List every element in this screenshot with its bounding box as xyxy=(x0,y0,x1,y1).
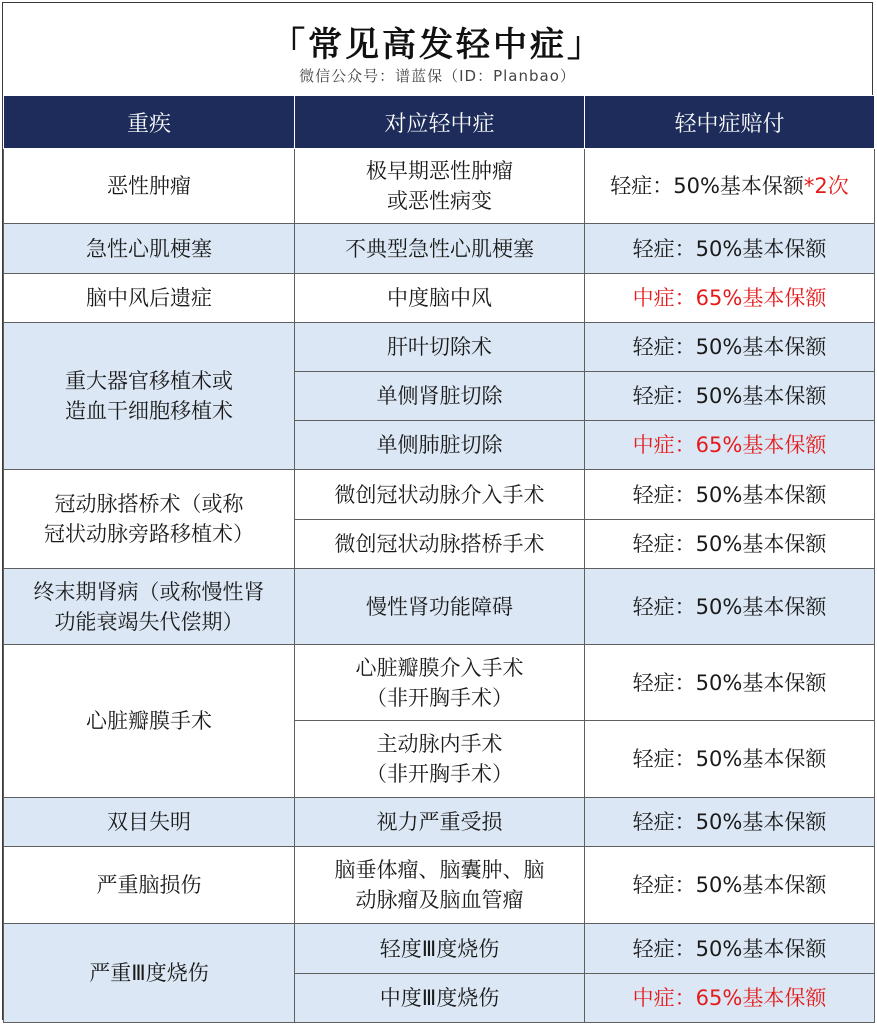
mild-cell: 不典型急性心肌梗塞 xyxy=(295,224,585,274)
disease-text: 功能衰竭失代偿期） xyxy=(54,609,244,634)
payout-cell: 轻症：50%基本保额 xyxy=(585,224,875,274)
mild-text: 心脏瓣膜介入手术 xyxy=(355,655,524,680)
mild-text: 极早期恶性肿瘤 xyxy=(366,159,513,183)
mild-cell: 单侧肾脏切除 xyxy=(295,372,585,421)
mild-cell: 微创冠状动脉介入手术 xyxy=(295,470,585,520)
mild-text: （非开胸手术） xyxy=(366,685,513,710)
mild-cell xyxy=(295,847,585,924)
mild-cell: 慢性肾功能障碍 xyxy=(295,569,585,645)
disease-cell: 心脏瓣膜手术 xyxy=(4,645,295,798)
table-row xyxy=(4,149,875,224)
table-row xyxy=(4,645,875,721)
header-payout: 轻中症赔付 xyxy=(585,96,875,149)
table-header-row xyxy=(4,96,875,149)
payout-cell: 轻症：50%基本保额 xyxy=(585,798,875,847)
mild-text: 脑垂体瘤、脑囊肿、脑 xyxy=(334,858,545,882)
disease-cell: 严重Ⅲ度烧伤 xyxy=(4,924,295,1023)
table-row xyxy=(4,224,875,274)
mild-cell: 轻度Ⅲ度烧伤 xyxy=(295,924,585,974)
disease-text: 冠动脉搭桥术（或称 xyxy=(54,492,244,516)
payout-cell: 轻症：50%基本保额 xyxy=(585,924,875,974)
disease-cell xyxy=(4,470,295,569)
payout-cell: 轻症：50%基本保额 xyxy=(585,470,875,520)
mild-cell: 中度脑中风 xyxy=(295,274,585,323)
table-row xyxy=(4,847,875,924)
illness-table xyxy=(3,95,875,1023)
payout-cell: 轻症：50%基本保额 xyxy=(585,520,875,569)
payout-cell: 中症：65%基本保额 xyxy=(585,974,875,1023)
table-row xyxy=(4,798,875,847)
disease-cell: 双目失明 xyxy=(4,798,295,847)
disease-text: 重大器官移植术或 xyxy=(65,369,233,393)
mild-cell xyxy=(295,149,585,224)
table-row xyxy=(4,569,875,645)
mild-cell: 单侧肺脏切除 xyxy=(295,421,585,470)
page-subtitle: 微信公众号：谱蓝保（ID：Planbao） xyxy=(299,67,576,85)
payout-cell xyxy=(585,149,875,224)
title-area xyxy=(3,3,872,95)
header-mild-illness: 对应轻中症 xyxy=(295,96,585,149)
comparison-sheet xyxy=(2,2,873,1020)
mild-text: （非开胸手术） xyxy=(366,762,513,786)
mild-cell: 中度Ⅲ度烧伤 xyxy=(295,974,585,1023)
mild-cell xyxy=(295,645,585,721)
disease-cell: 严重脑损伤 xyxy=(4,847,295,924)
disease-cell xyxy=(4,149,295,224)
mild-text: 动脉瘤及脑血管瘤 xyxy=(355,888,524,912)
disease-cell xyxy=(4,569,295,645)
payout-cell: 中症：65%基本保额 xyxy=(585,274,875,323)
payout-cell: 轻症：50%基本保额 xyxy=(585,645,875,721)
disease-text: 终末期肾病（或称慢性肾 xyxy=(33,579,265,604)
disease-cell: 急性心肌梗塞 xyxy=(4,224,295,274)
table-row xyxy=(4,924,875,974)
payout-cell: 轻症：50%基本保额 xyxy=(585,372,875,421)
page-title: 「常见高发轻中症」 xyxy=(271,25,604,65)
disease-cell xyxy=(4,323,295,470)
payout-cell: 轻症：50%基本保额 xyxy=(585,323,875,372)
disease-cell: 脑中风后遗症 xyxy=(4,274,295,323)
mild-text: 或恶性病变 xyxy=(387,189,492,213)
mild-cell: 肝叶切除术 xyxy=(295,323,585,372)
mild-cell xyxy=(295,721,585,798)
mild-text: 主动脉内手术 xyxy=(376,732,503,756)
payout-text: 轻症：50%基本保额 xyxy=(610,174,804,198)
mild-cell: 微创冠状动脉搭桥手术 xyxy=(295,520,585,569)
table-row xyxy=(4,323,875,372)
payout-cell: 轻症：50%基本保额 xyxy=(585,569,875,645)
table-row xyxy=(4,470,875,520)
disease-text: 冠状动脉旁路移植术） xyxy=(44,522,254,546)
header-critical-illness: 重疾 xyxy=(4,96,295,149)
disease-text: 造血干细胞移植术 xyxy=(65,399,233,423)
payout-extra: *2次 xyxy=(803,174,849,198)
payout-cell: 中症：65%基本保额 xyxy=(585,421,875,470)
table-row xyxy=(4,274,875,323)
mild-cell: 视力严重受损 xyxy=(295,798,585,847)
payout-cell: 轻症：50%基本保额 xyxy=(585,847,875,924)
disease-text: 恶性肿瘤 xyxy=(107,174,191,198)
payout-cell: 轻症：50%基本保额 xyxy=(585,721,875,798)
